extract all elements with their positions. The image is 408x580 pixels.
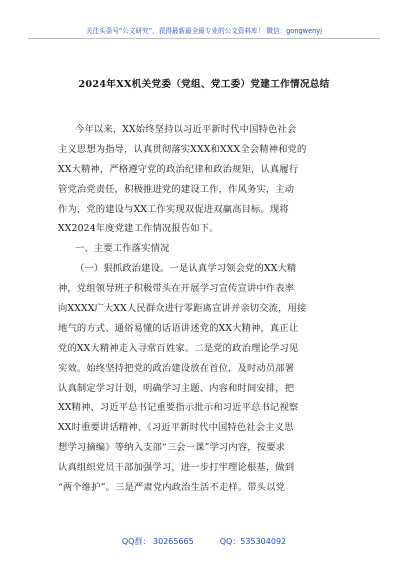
body-line: 主义思想为指导，认真贯彻落实XXX和XXX全会精神和党的	[58, 143, 307, 155]
document-body	[58, 120, 350, 498]
footer-qq-group: QQ群： 30265665	[121, 537, 194, 546]
body-line: 作为，党的建设与XX工作实现双促进双赢高目标。现将	[58, 203, 289, 215]
body-line: XX2024年度党建工作情况报告如下。	[58, 223, 219, 235]
body-line: 地气的方式、通俗易懂的话语讲述党的XX大精神，真正让	[58, 322, 299, 334]
body-line: 管党治党责任，积极推进党的建设工作，作风务实，主动	[58, 183, 295, 195]
header-divider	[28, 38, 380, 39]
body-line: XX大精神，严格遵守党的政治纪律和政治规矩，认真履行	[58, 163, 299, 175]
body-line: （一）狠抓政治建设。一是认真学习领会党的XX大精	[75, 263, 297, 275]
body-line: 向XXXX广大XX人民群众进行零距离宣讲并亲切交流，用接	[58, 303, 307, 315]
body-line: 想学习摘编》等纳入支部“三会一课”学习内容，按要求	[58, 442, 286, 454]
body-line: 认真组织党员干部加强学习，进一步打牢理论根基，做到	[58, 462, 295, 474]
body-line: 实效。始终坚持把党的政治建设放在首位，及时动员部署	[58, 362, 295, 374]
body-line: 今年以来，XX始终坚持以习近平新时代中国特色社会	[75, 124, 297, 135]
body-line: 党的XX大精神走入寻常百姓家。二是党的政治理论学习见	[58, 342, 299, 354]
section-heading: 一、主要工作落实情况	[75, 243, 170, 255]
document-title: 2024年XX机关党委（党组、党工委）党建工作情况总结	[78, 79, 330, 90]
header-banner: 关注头条号“公文研究”，获得最新最全最专业的公文资料库！ 微信：gongwenyj	[85, 27, 323, 35]
footer-qq-number: QQ：535304092	[219, 537, 287, 546]
footer-contact	[0, 536, 408, 547]
body-line: XX时重要讲话精神、《习近平新时代中国特色社会主义思	[58, 422, 294, 434]
body-line: XX精神、习近平总书记重要指示批示和习近平总书记视察	[58, 402, 299, 414]
body-line: 神，党组领导班子积极带头在开展学习宣传宣讲中作表率	[58, 283, 295, 295]
body-line: 认真制定学习计划，明确学习主题、内容和时间安排，把	[58, 382, 295, 394]
body-line: “两个维护”。三是严肃党内政治生活不走样。带头以党	[58, 482, 286, 494]
